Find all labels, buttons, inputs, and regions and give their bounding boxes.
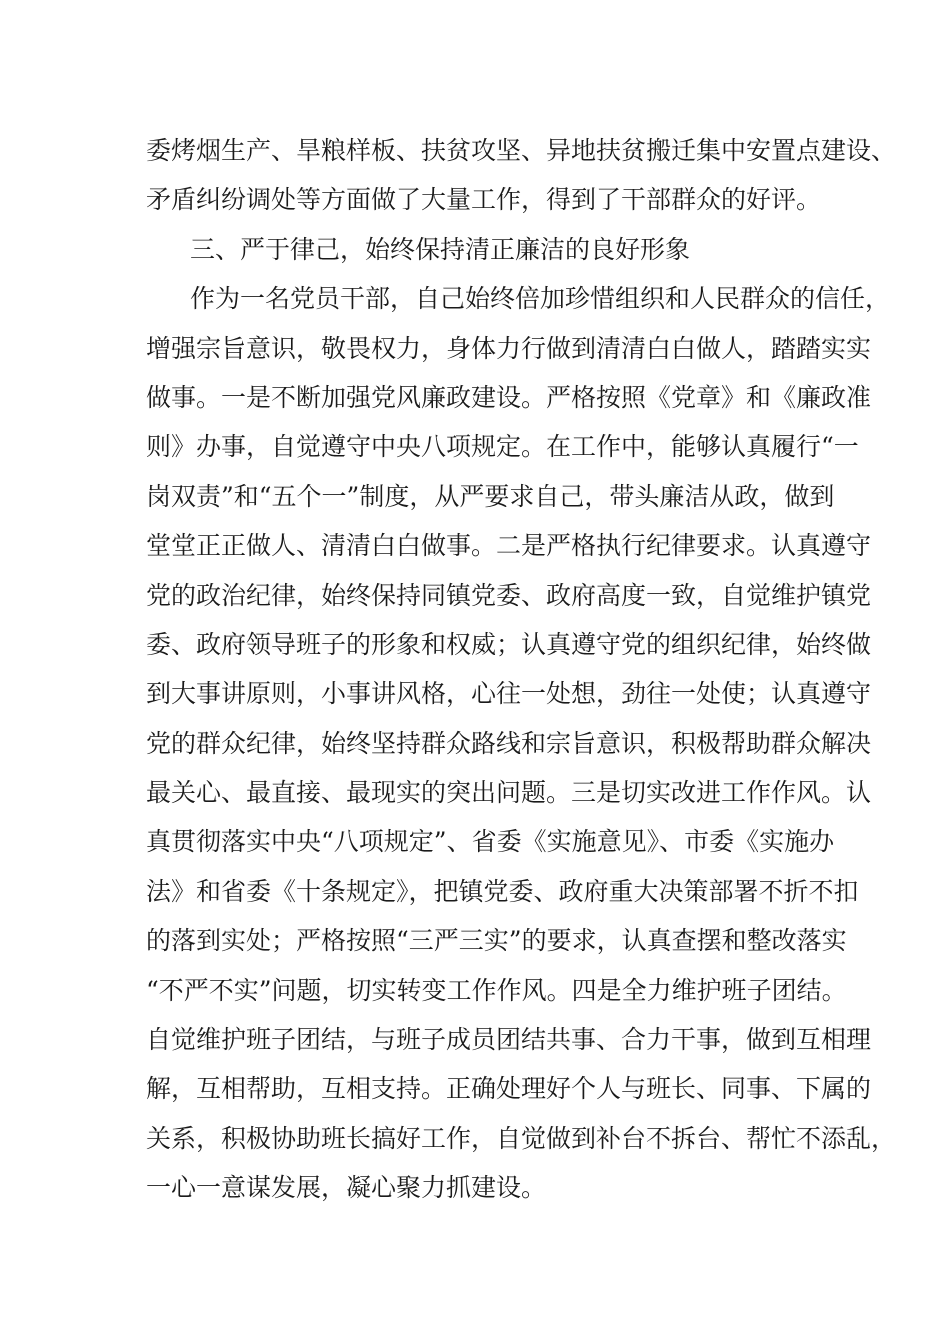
- text-line: 委烤烟生产、旱粮样板、扶贫攻坚、异地扶贫搬迁集中安置点建设、: [146, 136, 897, 165]
- document-body: [146, 126, 897, 1213]
- text-line: 真贯彻落实中央“八项规定”、省委《实施意见》、市委《实施办: [146, 827, 835, 857]
- text-line: 党的群众纪律，始终坚持群众路线和宗旨意识，积极帮助群众解决: [146, 728, 872, 758]
- text-line: 自觉维护班子团结，与班子成员团结共事、合力干事，做到互相理: [146, 1025, 872, 1055]
- text-line: 堂堂正正做人、清清白白做事。二是严格执行纪律要求。认真遵守: [146, 531, 872, 561]
- text-line: 关系，积极协助班长搞好工作，自觉做到补台不拆台、帮忙不添乱，: [146, 1123, 897, 1153]
- section-heading: 三、严于律己，始终保持清正廉洁的良好形象: [190, 234, 691, 264]
- text-line: 作为一名党员干部，自己始终倍加珍惜组织和人民群众的信任，: [190, 284, 891, 314]
- text-line: 法》和省委《十条规定》，把镇党委、政府重大决策部署不折不扣: [146, 876, 859, 906]
- text-line: 党的政治纪律，始终保持同镇党委、政府高度一致，自觉维护镇党: [146, 580, 872, 610]
- text-line: 一心一意谋发展，凝心聚力抓建设。: [146, 1173, 547, 1203]
- text-line: 增强宗旨意识，敬畏权力，身体力行做到清清白白做人，踏踏实实: [146, 333, 872, 363]
- text-line: 解，互相帮助，互相支持。正确处理好个人与班长、同事、下属的: [146, 1074, 872, 1104]
- text-line: “不严不实”问题，切实转变工作作风。四是全力维护班子团结。: [146, 975, 847, 1005]
- text-line: 做事。一是不断加强党风廉政建设。严格按照《党章》和《廉政准: [146, 382, 872, 412]
- text-line: 委、政府领导班子的形象和权威；认真遵守党的组织纪律，始终做: [146, 629, 872, 659]
- text-line: 岗双责”和“五个一”制度，从严要求自己，带头廉洁从政，做到: [146, 481, 835, 511]
- text-line: 则》办事，自觉遵守中央八项规定。在工作中，能够认真履行“一: [146, 432, 859, 462]
- text-line: 最关心、最直接、最现实的突出问题。三是切实改进工作作风。认: [146, 778, 872, 808]
- text-line: 到大事讲原则，小事讲风格，心往一处想，劲往一处使；认真遵守: [146, 679, 872, 709]
- text-line: 的落到实处；严格按照“三严三实”的要求，认真查摆和整改落实: [146, 926, 847, 956]
- text-line: 矛盾纠纷调处等方面做了大量工作，得到了干部群众的好评。: [146, 185, 822, 215]
